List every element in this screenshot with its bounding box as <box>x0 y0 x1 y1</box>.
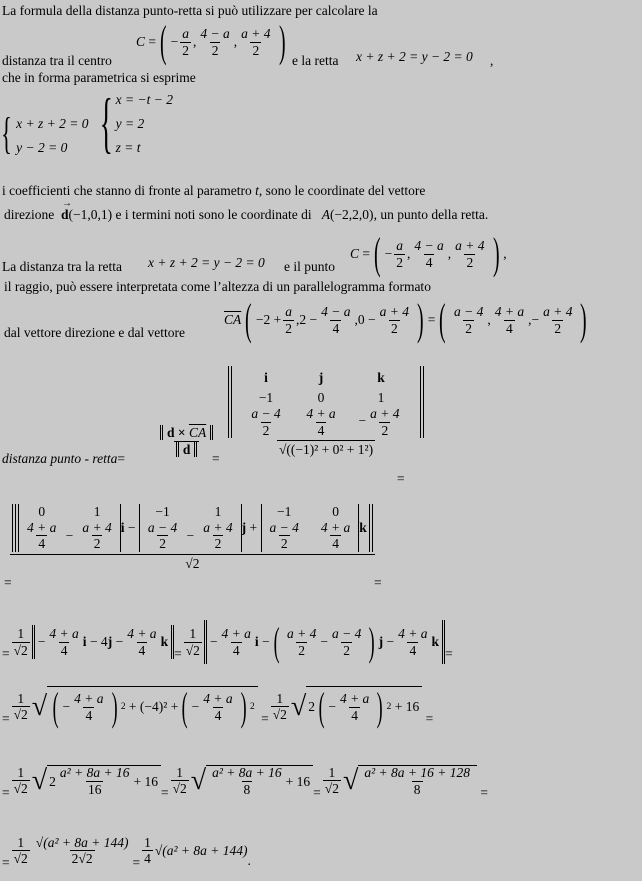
frac-den: 2 <box>93 536 101 551</box>
norm-ratio: $\frac{d \times \overline{CA}}{d}$ <box>156 426 217 456</box>
frac-den: 2 <box>381 422 389 438</box>
matrix-cell: 0 <box>317 390 325 406</box>
minus-sign: − <box>170 34 179 50</box>
center-c-formula: C = ( − $\frac{a}{2}$ , $\frac{4 - a}{2}$ , $\frac{a + 4}{2}$ ) <box>136 17 286 66</box>
parametric-system <box>99 84 173 160</box>
vector-d: d <box>176 442 198 457</box>
line-6-text: La distanza tra la retta <box>2 259 122 274</box>
matrix-cell: 1 <box>377 390 385 406</box>
frac-den: 2 <box>182 42 190 58</box>
line-8: dal vettore direzione e dal vettore <box>4 325 186 340</box>
frac-den: 4 <box>332 536 339 551</box>
frac-num: 4 + a <box>320 519 351 535</box>
param-eq-z: z = t <box>115 139 141 155</box>
frac-num: a − 4 <box>251 406 281 421</box>
frac-den: 8 <box>413 781 421 797</box>
text: −2 + <box>255 312 282 328</box>
frac-den: 2 <box>280 536 288 551</box>
matrix-cell: 1 <box>93 504 101 519</box>
frac-num: a + 4 <box>370 406 400 421</box>
i-vector: i <box>120 520 125 535</box>
frac-num: 4 + a <box>127 626 157 641</box>
frac-den: 2 <box>466 254 474 270</box>
c-label: C <box>136 34 146 50</box>
retta-equation-2: x + z + 2 = y − 2 = 0 <box>148 255 265 270</box>
minus-sign: − <box>262 634 270 650</box>
equals-sign: = <box>2 855 10 870</box>
frac-num: 1 <box>17 834 25 850</box>
text: , sono le coordinate del vettore <box>258 183 426 198</box>
text: i coefficienti che stanno di fronte al parametro <box>2 183 252 198</box>
sqrt-icon: √ <box>342 764 359 796</box>
i-vector: i <box>82 634 87 650</box>
text: direzione <box>4 207 55 222</box>
close-paren: ) <box>417 295 424 344</box>
frac-den: 4 <box>144 851 151 867</box>
sqrt2-denominator: √2 <box>10 554 375 571</box>
frac-den: 4 <box>317 422 325 438</box>
frac-num: a² + 8a + 16 <box>212 765 282 781</box>
line-5 <box>4 198 489 222</box>
step-3 <box>2 620 453 664</box>
minus-sign: − <box>37 634 46 650</box>
frac-num: 1 <box>17 626 25 641</box>
frac-num: 1 <box>17 690 25 706</box>
close-paren: ) <box>580 295 588 344</box>
frac-num: 1 <box>144 834 151 850</box>
frac-den: √2 <box>13 781 28 797</box>
frac-den: 4 <box>506 320 513 336</box>
frac-den: 4 <box>232 642 240 658</box>
step-6 <box>2 832 251 870</box>
frac-num: 1 <box>189 626 197 641</box>
frac-den: 2 <box>554 320 562 336</box>
equals-sign: = <box>117 451 126 466</box>
step-4: = $\frac{1}{√2}$ √ ( − $\frac{4 + a}{4}$ ) 2 + (−4)² + ( − $\frac{4 + a}{4}$ ) 2 = $\frac{1}{√2}$ √ 2 ( − $\frac{4 + a}{4}$ ) 2 + 16 = <box>2 684 434 729</box>
equals-sign: = <box>261 710 269 726</box>
brace: { <box>1 109 12 158</box>
text: + (−4)² <box>128 699 168 715</box>
frac-den: 2 <box>159 536 166 551</box>
frac-den: 2 <box>211 42 219 58</box>
point-a: A <box>321 207 330 222</box>
frac-num: 1 <box>176 764 184 780</box>
k-vector: k <box>377 370 385 386</box>
vector-d-letter: d <box>60 207 69 222</box>
direction-coords: (−1,0,1) <box>68 207 113 222</box>
equals-sign: = <box>2 710 10 726</box>
line-6-mid: e il punto <box>284 259 335 274</box>
minus-sign: − <box>191 699 200 715</box>
param-eq-y: y = 2 <box>115 115 145 131</box>
sqrt-icon: √ <box>190 764 207 796</box>
param-eq-x: x = −t − 2 <box>115 91 173 107</box>
equals-sign: = <box>397 471 405 486</box>
equals-sign: = <box>427 312 436 328</box>
open-paren: ( <box>439 295 446 344</box>
minus-sign: − <box>531 312 540 328</box>
intro-line-2-text: distanza tra il centro <box>2 53 112 68</box>
center-c-formula-2: C = ( − $\frac{a}{2}$ , $\frac{4 - a}{4}$ , $\frac{a + 4}{2}$ ) , <box>350 229 507 278</box>
equals-sign: = <box>174 646 182 662</box>
c-label: C <box>350 246 360 262</box>
intro-line-1: La formula della distanza punto-retta si può utilizzare per calcolare la <box>2 3 378 18</box>
frac-num: a − 4 <box>269 519 299 535</box>
frac-den: 16 <box>87 781 102 797</box>
equals-sign: = <box>480 785 488 800</box>
minus-sign: − <box>127 520 136 535</box>
frac-den: 4 <box>351 707 358 723</box>
frac-num: 1 <box>276 690 284 706</box>
intro-line-3: che in forma parametrica si esprime <box>2 70 196 85</box>
frac-num: a + 4 <box>203 519 233 535</box>
distance-label <box>2 452 125 466</box>
frac-num: a + 4 <box>543 304 573 319</box>
frac-num: 4 + a <box>49 626 79 641</box>
frac-num: a + 4 <box>379 304 410 319</box>
minus-sign: − <box>209 634 218 650</box>
equals-sign: = <box>313 785 321 800</box>
frac-num: 1 <box>17 764 25 780</box>
frac-den: 2√2 <box>71 851 93 867</box>
text: + 16 <box>133 773 158 789</box>
open-paren: ( <box>160 17 167 66</box>
open-paren: ( <box>245 295 252 344</box>
final-result: √(a² + 8a + 144) <box>154 843 248 858</box>
frac-den: 2 <box>465 320 473 336</box>
text: , un punto della retta. <box>373 207 489 222</box>
minus-sign: − <box>65 527 74 543</box>
equals-sign: = <box>132 855 141 870</box>
period: . <box>247 853 251 868</box>
system-eq-2: y − 2 = 0 <box>16 139 68 155</box>
vector-d <box>60 198 72 222</box>
brace: { <box>99 84 113 160</box>
frac-num: a + 4 <box>455 238 485 253</box>
equals-sign: = <box>362 246 371 262</box>
equals-sign: = <box>445 646 453 662</box>
frac-den: 2 <box>252 42 260 58</box>
frac-den: √2 <box>13 851 28 867</box>
minus-sign: − <box>328 699 336 715</box>
close-paren: ) <box>240 684 247 729</box>
frac-num: a <box>396 238 404 253</box>
text: + 16 <box>285 773 311 789</box>
equals-sign: = <box>212 451 220 466</box>
frac-num: 4 − a <box>321 304 351 319</box>
i-vector: i <box>264 370 268 386</box>
open-paren: ( <box>273 619 280 664</box>
matrix-cell: −1 <box>277 504 292 519</box>
frac-den: 4 <box>214 707 222 723</box>
frac-num: 1 <box>328 764 336 780</box>
sqrt-icon: √ <box>290 690 307 722</box>
j-vector: j <box>241 520 247 535</box>
frac-den: 4 <box>425 254 433 270</box>
frac-den: √2 <box>324 781 339 797</box>
comma: , <box>490 53 494 68</box>
text: ,0 − <box>354 312 376 328</box>
matrix-cell: −1 <box>155 504 170 519</box>
frac-den: 4 <box>38 536 46 551</box>
matrix-cell: 0 <box>38 504 46 519</box>
sqrt-icon: √ <box>31 690 48 722</box>
matrix-cell: 0 <box>332 504 339 519</box>
retta-equation: x + z + 2 = y − 2 = 0 <box>356 49 473 64</box>
frac-den: √2 <box>13 642 28 658</box>
equals-sign: = <box>2 646 10 662</box>
frac-num: 4 + a <box>27 519 57 535</box>
frac-den: √2 <box>172 781 187 797</box>
j-vector: j <box>378 634 384 650</box>
k-vector: k <box>160 634 169 650</box>
frac-den: 4 <box>409 642 417 658</box>
retta-label: e la retta <box>292 53 339 68</box>
frac-num: a − 4 <box>453 304 484 319</box>
text: distanza punto - retta <box>2 451 118 466</box>
point-a-coords: (−2,2,0) <box>329 207 374 222</box>
text: ,2 − <box>296 312 318 328</box>
text: + 16 <box>394 699 420 715</box>
minus-sign: − <box>62 699 71 715</box>
sqrt-icon: √ <box>31 764 48 796</box>
j-vector: j <box>318 370 324 386</box>
frac-den: 4 <box>85 707 93 723</box>
k-vector: k <box>359 520 367 535</box>
frac-den: 4 <box>138 642 146 658</box>
matrix-cell: 1 <box>214 504 222 519</box>
frac-den: 2 <box>396 254 404 270</box>
frac-num: √(a² + 8a + 144) <box>35 834 129 850</box>
frac-den: 2 <box>214 536 222 551</box>
frac-num: 4 + a <box>398 626 428 641</box>
minus-sign: − <box>115 634 124 650</box>
param-t: t <box>255 183 259 198</box>
frac-num: a² + 8a + 16 + 128 <box>364 765 470 781</box>
k-vector: k <box>431 634 440 650</box>
equals-sign: = <box>374 575 382 590</box>
open-paren: ( <box>52 684 59 729</box>
j-vector: j <box>107 634 113 650</box>
frac-den: 4 <box>60 642 68 658</box>
frac-den: 2 <box>285 320 293 336</box>
frac-num: a <box>285 304 293 319</box>
frac-den: 2 <box>262 422 270 438</box>
minus-sign: − <box>320 634 328 650</box>
ca-vector: $\overline{CA}$ <box>188 425 207 440</box>
frac-num: 4 + a <box>221 626 251 641</box>
frac-den: 4 <box>332 320 340 336</box>
frac-num: a − 4 <box>331 626 362 641</box>
frac-den: 2 <box>390 320 398 336</box>
frac-den: √2 <box>272 707 287 722</box>
frac-num: 4 + a <box>74 691 104 706</box>
minus-sign: − <box>186 527 195 543</box>
equals-sign: = <box>4 575 12 590</box>
line-7: il raggio, può essere interpretata come l’altezza di un parallelogramma formato <box>4 279 431 294</box>
frac-num: a + 4 <box>241 26 271 41</box>
close-paren: ) <box>376 684 383 729</box>
norm-denominator: √((−1)² + 0² + 1²) <box>278 442 374 457</box>
open-paren: ( <box>318 684 325 729</box>
frac-num: 4 + a <box>339 691 370 706</box>
system-eq-1: x + z + 2 = 0 <box>16 115 89 131</box>
equals-sign: = <box>160 785 169 800</box>
cross-product-fraction <box>228 366 424 457</box>
i-vector: i <box>254 634 259 650</box>
equals-sign: = <box>148 34 157 50</box>
close-paren: ) <box>278 17 286 66</box>
close-paren: ) <box>111 684 118 729</box>
minus-sign: − <box>386 634 395 650</box>
frac-num: a + 4 <box>82 519 112 535</box>
frac-den: √2 <box>13 707 28 722</box>
ca-vector-formula: $\overline{CA}$ ( −2 + $\frac{a}{2}$ ,2 − $\frac{4 - a}{4}$ ,0 − $\frac{a + 4}{2}$ ) = ( $\frac{a - 4}{2}$ , $\frac{4 + a}{4}$ , − $\frac{a + 4}{2}$ ) <box>224 295 588 344</box>
expanded-determinant: 0 1 $\frac{4 + a}{4}$ − $\frac{a + 4}{2}$ i − −1 1 $\frac{a - 4}{2}$ − $\frac{a + 4}{2}$ j + −1 0 $\frac{a - 4}{2}$ $\frac{4 + a}{4}$ k √2 <box>12 504 373 570</box>
ca-vector: $\overline{CA}$ <box>224 312 242 328</box>
minus-sign: − <box>384 246 393 262</box>
step-5: = $\frac{1}{√2}$ √ 2 $\frac{\text{a² + 8a + 16}}{16}$ + 16 = $\frac{1}{√2}$ √ $\frac{\text{a² + 8a + 16}}{8}$ + 16 = $\frac{1}{√2}$ √ $\frac{\text{a² + 8a + 16 + 128}}{8}$ = <box>2 764 488 800</box>
frac-num: a² + 8a + 16 <box>59 765 130 781</box>
open-paren: ( <box>374 229 381 278</box>
text: − 4 <box>89 634 108 650</box>
open-paren: ( <box>181 684 188 729</box>
frac-num: 4 − a <box>200 26 230 41</box>
frac-num: a <box>182 26 190 41</box>
close-paren: ) <box>369 619 376 664</box>
frac-num: 4 + a <box>306 406 336 421</box>
frac-num: 4 + a <box>494 304 525 319</box>
text: e i termini noti sono le coordinate di <box>115 207 312 222</box>
matrix-cell: −1 <box>258 390 274 406</box>
frac-den: √2 <box>185 642 200 658</box>
frac-num: 4 − a <box>414 238 444 253</box>
close-paren: ) <box>492 229 500 278</box>
cartesian-system <box>1 109 89 160</box>
arrow-icon: → <box>61 198 72 209</box>
frac-den: 2 <box>343 642 351 658</box>
frac-den: 2 <box>298 642 306 658</box>
minus-sign: − <box>358 413 367 429</box>
equals-sign: = <box>425 710 434 726</box>
line-4 <box>2 184 425 198</box>
equals-sign: = <box>2 785 10 800</box>
frac-den: 8 <box>243 781 251 797</box>
frac-num: a − 4 <box>147 519 178 535</box>
frac-num: a + 4 <box>286 626 317 641</box>
frac-num: 4 + a <box>203 691 233 706</box>
